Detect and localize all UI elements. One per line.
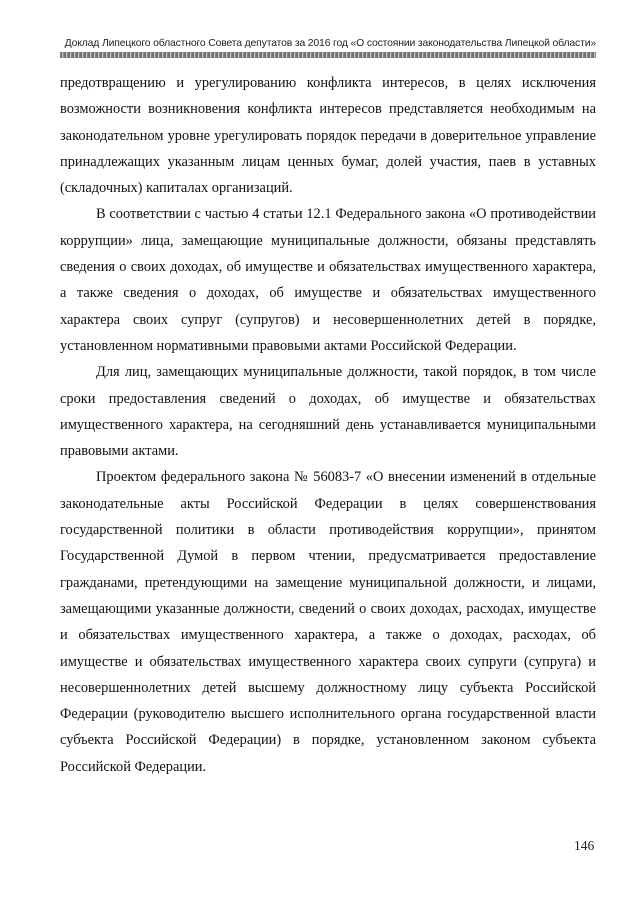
paragraph: Проектом федерального закона № 56083-7 «О внесении изменений в отдельные законодательные акты Российской Федерации в целях совершенствования государственной политики в области противодействия коррупции», принятом Государственной Думой в первом чтении, предусматривается предоставление гражданами, претендующими на замещение муниципальной должности, и лицами, замещающими указанные должности, сведений о своих доходах, расходах, имуществе и обязательствах имущественного характера, а также о доходах, расходах, об имуществе и обязательствах имущественного характера своих супруги (супруга) и несовершеннолетних детей высшему должностному лицу субъекта Российской Федерации (руководителю высшего исполнительного органа государственной власти субъекта Российской Федерации) в порядке, установленном законом субъекта Российской Федерации.: [60, 469, 596, 775]
running-header: Доклад Липецкого областного Совета депутатов за 2016 год «О состоянии законодательства Липецкой области»: [64, 38, 596, 49]
header-rule: [60, 52, 596, 58]
page-number: 146: [574, 838, 595, 853]
paragraph: В соответствии с частью 4 статьи 12.1 Федерального закона «О противодействии коррупции» лица, замещающие муниципальные должности, обязаны представлять сведения о своих доходах, об имуществе и обязательствах имущественного характера, а также сведения о доходах, об имуществе и обязательствах имущественного характера своих супруг (супругов) и несовершеннолетних детей в порядке, установленном нормативными правовыми актами Российской Федерации.: [60, 206, 596, 354]
paragraph: предотвращению и урегулированию конфликта интересов, в целях исключения возможности возникновения конфликта интересов представляется необходимым на законодательном уровне урегулировать порядок передачи в доверительное управление принадлежащих указанным лицам ценных бумаг, долей участия, паев в уставных (складочных) капиталах организаций.: [60, 75, 596, 197]
document-body: [60, 70, 596, 780]
paragraph: Для лиц, замещающих муниципальные должности, такой порядок, в том числе сроки предоставления сведений о доходах, об имуществе и обязательствах имущественного характера, на сегодняшний день устанавливается муниципальными правовыми актами.: [60, 364, 596, 460]
